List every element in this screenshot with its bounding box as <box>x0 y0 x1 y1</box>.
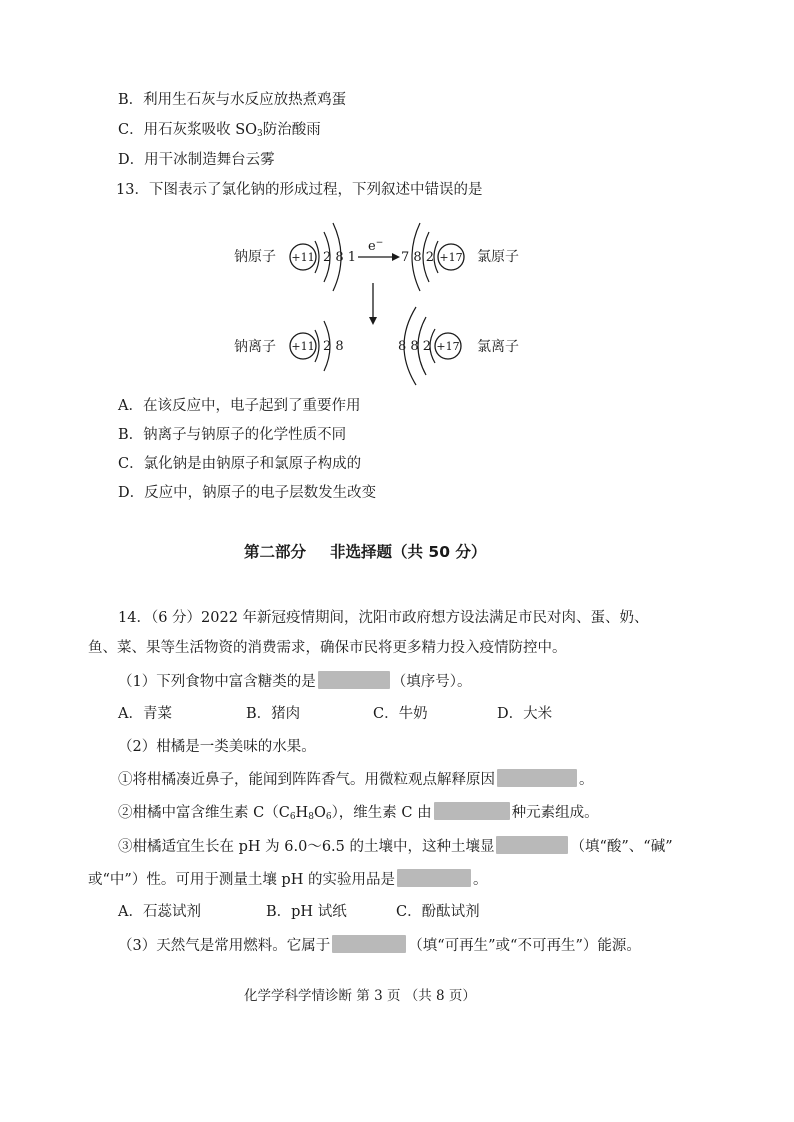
na-atom-electrons: 2 8 1 <box>323 250 357 265</box>
formula-h: H <box>295 805 309 821</box>
option-b: B．利用生石灰与水反应放热煮鸡蛋 <box>118 92 347 108</box>
q14-part-1 <box>118 671 471 692</box>
cl-atom-charge: +17 <box>439 251 463 264</box>
q13-stem: 13．下图表示了氯化钠的形成过程，下列叙述中错误的是 <box>116 182 483 198</box>
q14-part-2b-end: 种元素组成。 <box>511 805 599 821</box>
answer-blank-3[interactable] <box>434 802 510 820</box>
section-heading-title: 非选择题（共 50 分） <box>330 543 487 561</box>
answer-blank-6[interactable] <box>332 935 406 953</box>
q13-option-b: B．钠离子与钠原子的化学性质不同 <box>118 427 347 443</box>
q14-part-2a-text: ①将柑橘凑近鼻子，能闻到阵阵香气。用微粒观点解释原因 <box>118 772 495 788</box>
electron-arrowhead <box>392 253 400 261</box>
q14-part-2a <box>118 769 594 790</box>
cl-ion-charge: +17 <box>436 340 460 353</box>
reaction-arrowhead <box>369 317 377 325</box>
page-footer: 化学学科学情诊断 第 3 页 （共 8 页） <box>244 988 476 1004</box>
answer-blank-5[interactable] <box>397 869 471 887</box>
answer-blank-2[interactable] <box>497 769 577 787</box>
q14-part-2c <box>118 836 673 857</box>
cl-ion-electrons: 8 8 2 <box>398 339 432 354</box>
q14-part-1-option-c: C．牛奶 <box>373 706 428 722</box>
na-atom-charge: +11 <box>291 251 315 264</box>
q14-line-2: 鱼、菜、果等生活物资的消费需求，确保市民将更多精力投入疫情防控中。 <box>88 640 567 656</box>
formula-sub-c: 6 <box>289 812 296 822</box>
q13-option-d: D．反应中，钠原子的电子层数发生改变 <box>118 485 377 501</box>
option-c-subscript: 3 <box>257 129 263 139</box>
q13-option-c: C．氯化钠是由钠原子和氯原子构成的 <box>118 456 362 472</box>
q14-part-2-option-a: A．石蕊试剂 <box>118 904 201 920</box>
section-heading <box>244 542 486 562</box>
q14-part-1-option-a: A．青菜 <box>118 706 172 722</box>
q14-part-2c-cont-text: 或“中”）性。可用于测量土壤 pH 的实验用品是 <box>88 872 395 888</box>
q14-part-2b-mid: ），维生素 C 由 <box>331 805 432 821</box>
q14-part-2-option-c: C．酚酞试剂 <box>396 904 480 920</box>
q14-part-2c-cont-end: 。 <box>472 872 488 888</box>
option-d: D．用干冰制造舞台云雾 <box>118 152 275 168</box>
q14-part-3-text: （3）天然气是常用燃料。它属于 <box>118 938 331 954</box>
cl-atom-label: 氯原子 <box>477 249 519 265</box>
option-c-text-end: 防治酸雨 <box>262 122 321 138</box>
cl-atom-electrons: 7 8 2 <box>401 250 435 265</box>
formula-o: O <box>313 805 326 821</box>
q14-part-2: （2）柑橘是一类美味的水果。 <box>118 739 316 755</box>
q14-part-2c-cont <box>88 869 487 890</box>
option-c-text: C．用石灰浆吸收 SO <box>118 122 258 138</box>
q14-part-1-option-b: B．猪肉 <box>246 706 301 722</box>
na-ion-electrons: 2 8 <box>323 339 344 354</box>
q14-part-1-end: （填序号）。 <box>391 674 472 690</box>
electron-symbol: e− <box>368 238 384 254</box>
q14-part-2-option-b: B．pH 试纸 <box>266 904 347 920</box>
formula-sub-h: 8 <box>308 812 314 822</box>
na-ion-charge: +11 <box>291 340 315 353</box>
answer-blank-1[interactable] <box>318 671 390 689</box>
na-ion-label: 钠离子 <box>234 339 276 355</box>
option-c <box>118 120 321 144</box>
q14-part-2c-text: ③柑橘适宜生长在 pH 为 6.0～6.5 的土壤中，这种土壤显 <box>118 839 495 855</box>
q14-part-1-text: （1）下列食物中富含糖类的是 <box>118 674 316 690</box>
q13-option-a: A．在该反应中，电子起到了重要作用 <box>118 398 361 414</box>
q14-part-2b-text: ②柑橘中富含维生素 C（C <box>118 805 290 821</box>
q14-part-3 <box>118 935 641 956</box>
section-heading-part: 第二部分 <box>244 543 307 561</box>
q14-part-2b <box>118 802 599 827</box>
na-atom-label: 钠原子 <box>234 249 276 265</box>
nacl-formation-diagram <box>220 205 550 395</box>
q14-part-2c-end: （填“酸”、“碱” <box>570 839 673 855</box>
formula-sub-o: 6 <box>325 812 332 822</box>
answer-blank-4[interactable] <box>496 836 568 854</box>
q14-part-3-end: （填“可再生”或“不可再生”）能源。 <box>408 938 641 954</box>
cl-ion-label: 氯离子 <box>477 339 519 355</box>
q14-line-1: 14．（6 分）2022 年新冠疫情期间，沈阳市政府想方设法满足市民对肉、蛋、奶、 <box>118 610 649 626</box>
q14-part-1-option-d: D．大米 <box>497 706 553 722</box>
q14-part-2a-end: 。 <box>579 772 594 788</box>
